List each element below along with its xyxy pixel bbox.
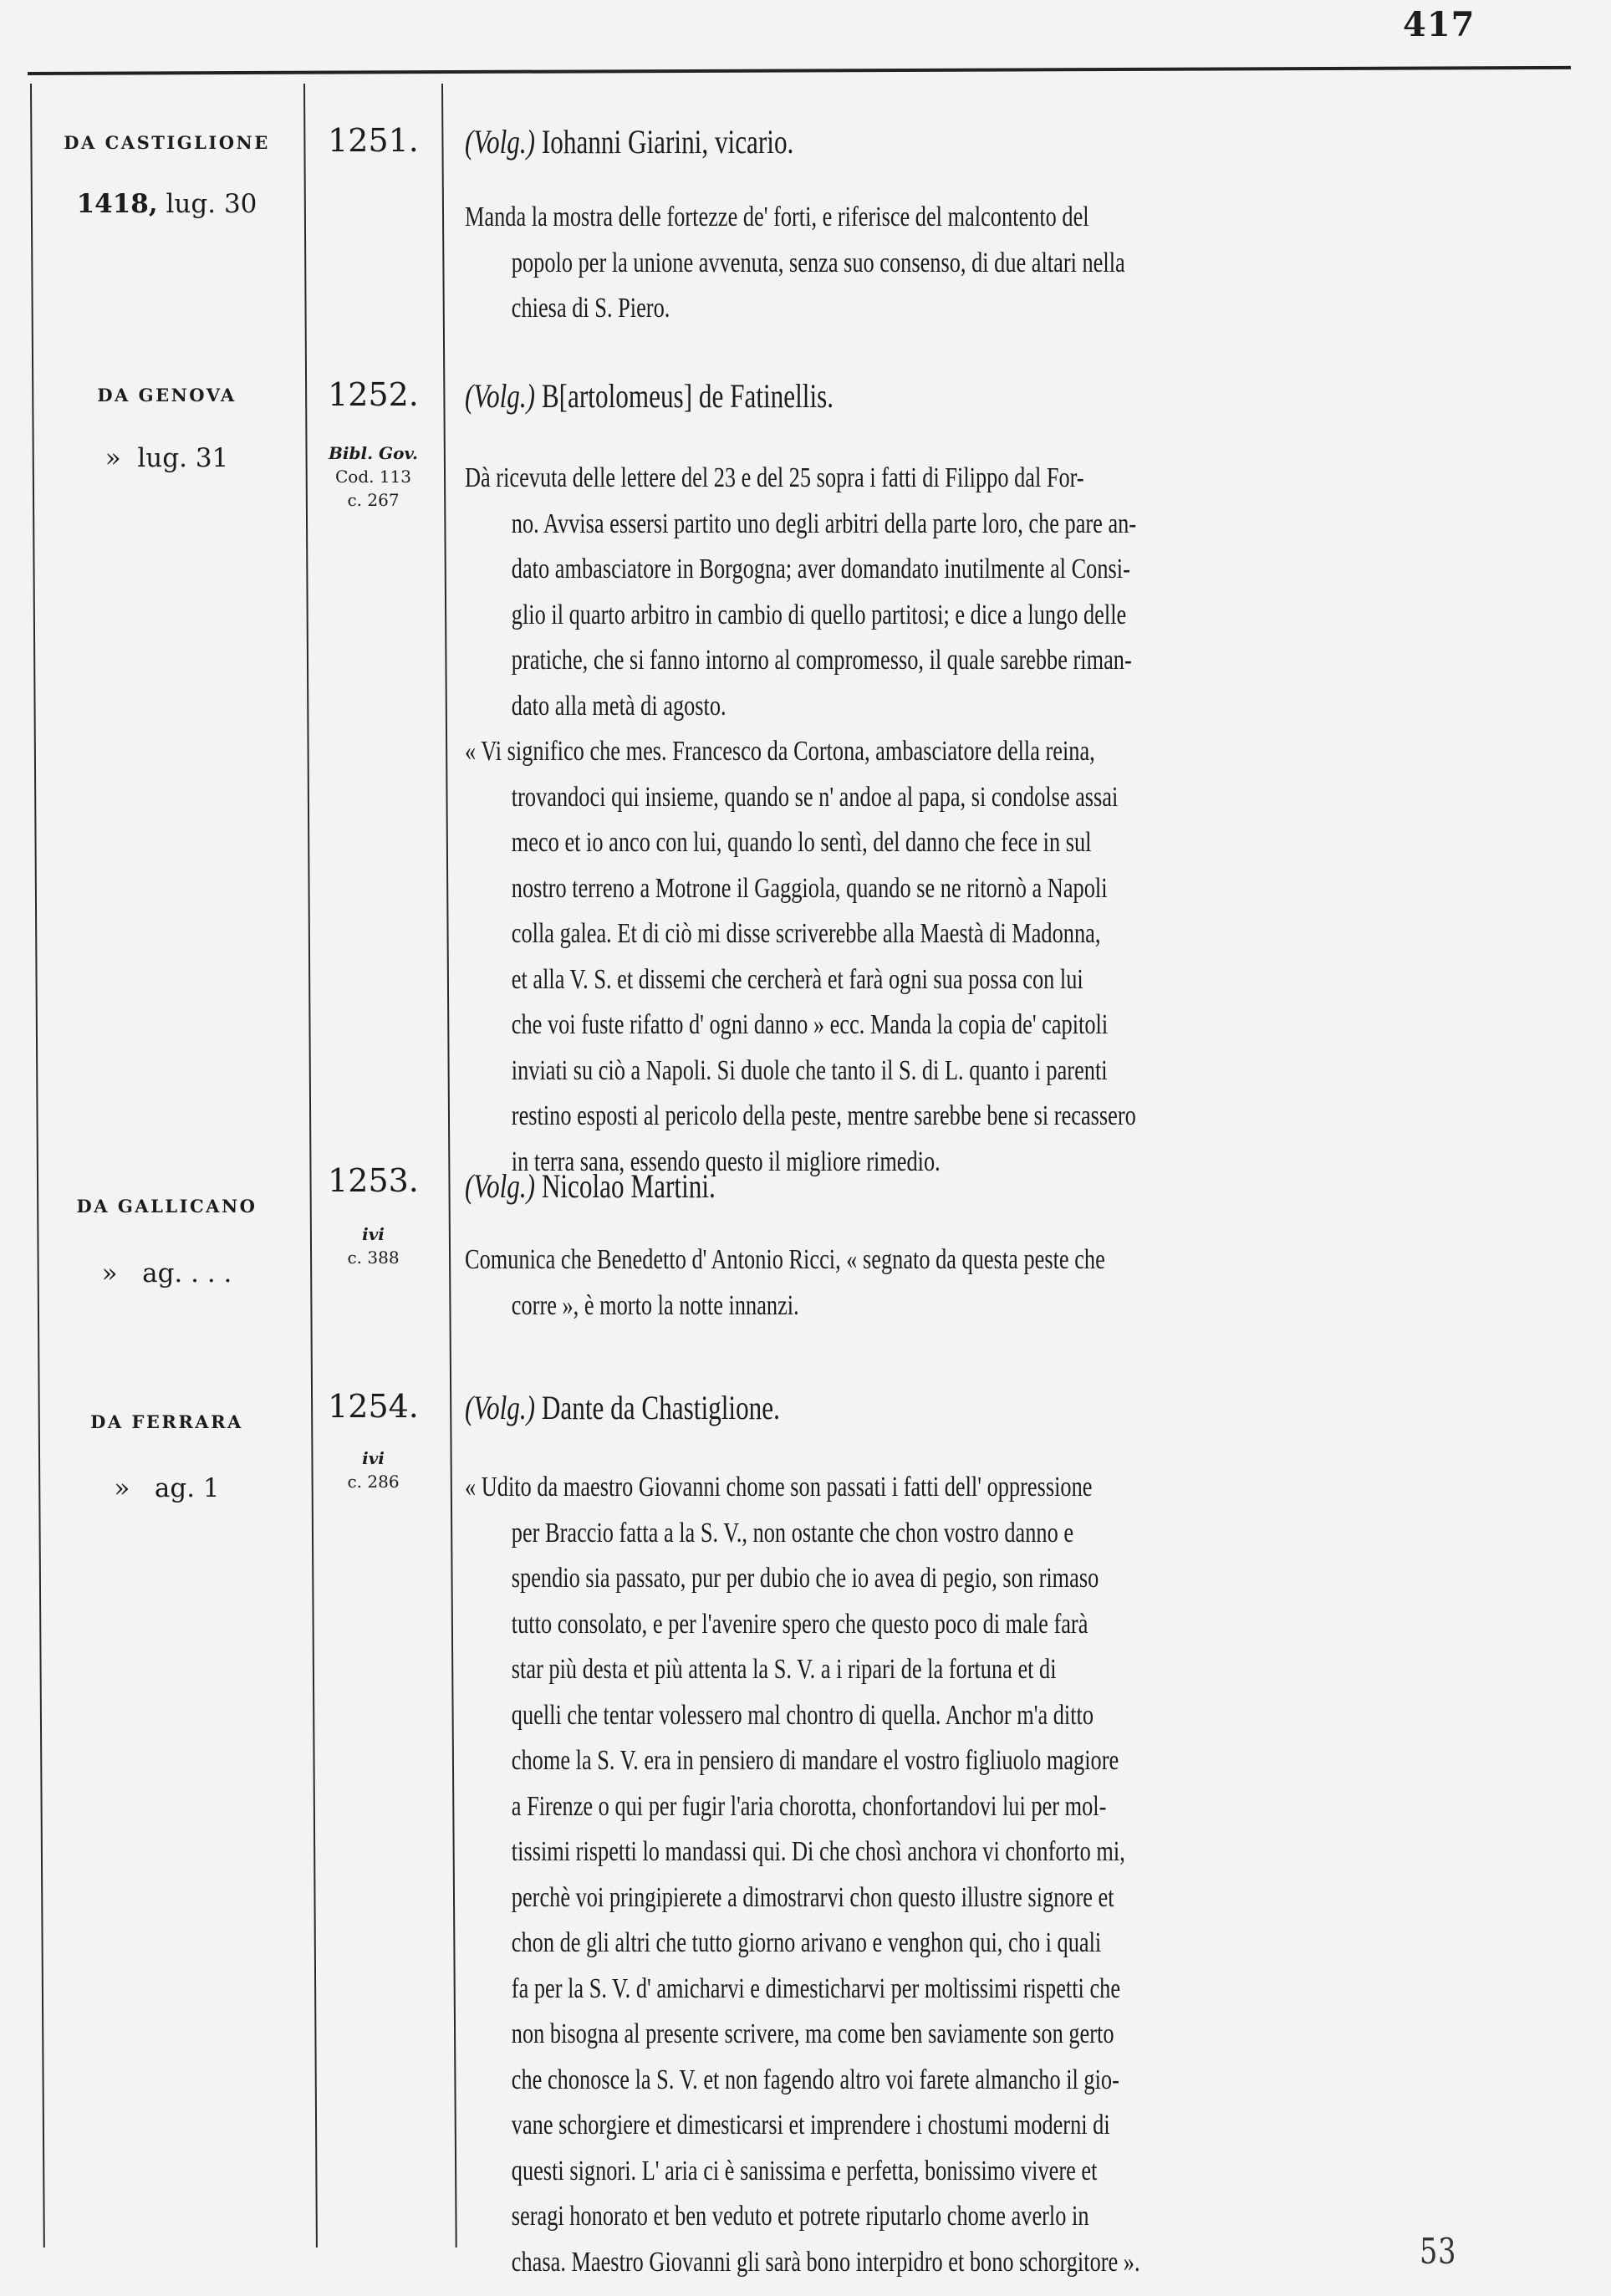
body-line: chon de gli altri che tutto giorno arivano e venghon qui, cho i quali	[511, 1927, 1102, 1958]
body-line: inviati su ciò a Napoli. Si duole che tanto il S. di L. quanto i parenti	[511, 1054, 1108, 1086]
body-line: restino esposti al pericolo della peste, mentre sarebbe bene si recassero	[511, 1100, 1136, 1131]
body-line: tutto consolato, e per l'avenire spero che questo poco di male farà	[511, 1608, 1088, 1640]
body-line: et alla V. S. et dissemi che cercherà et farà ogni sua possa con lui	[511, 963, 1083, 995]
body-line: colla galea. Et di ciò mi disse scriverebbe alla Maestà di Madonna,	[511, 918, 1101, 949]
entry-heading	[465, 1388, 780, 1427]
body-line: corre », è morto la notte innanzi.	[511, 1289, 799, 1321]
ditto-mark: »	[114, 1473, 130, 1503]
ditto-mark: »	[105, 443, 121, 473]
body-line: pratiche, che si fanno intorno al compromesso, il quale sarebbe riman-	[511, 645, 1132, 676]
body-line: vane schorgiere et dimesticarsi et imprendere i chostumi moderni di	[511, 2110, 1110, 2140]
body-line: fa per la S. V. d' amicharvi e dimesticharvi per moltissimi rispetti che	[511, 1972, 1121, 2004]
body-line: nostro terreno a Motrone il Gaggiola, quando se ne ritornò a Napoli	[511, 872, 1108, 904]
entry-date-day: ag. . . .	[142, 1258, 232, 1288]
body-line: spendio sia passato, pur per dubio che io avea di pegio, son rimaso	[511, 1563, 1099, 1594]
body-line: popolo per la unione avvenuta, senza suo consenso, di due altari nella	[511, 247, 1125, 278]
entry-date-day: lug. 31	[137, 443, 229, 473]
ditto-mark: »	[101, 1258, 118, 1288]
entry-heading	[465, 1166, 716, 1206]
body-line: « Udito da maestro Giovanni chome son passati i fatti dell' oppressione	[465, 1472, 1093, 1503]
body-line: dato alla metà di agosto.	[511, 690, 726, 722]
entry-heading-name: Dante da Chastiglione.	[541, 1389, 780, 1426]
source-ibidem: ivi	[362, 1448, 385, 1468]
body-line: perchè voi pringipierete a dimostrarvi chon questo illustre signore et	[511, 1881, 1114, 1913]
body-line: chome la S. V. era in pensiero di mandare el vostro figliuolo magiore	[511, 1745, 1119, 1776]
entry-heading	[465, 122, 793, 161]
entry-place: DA GENOVA	[97, 385, 237, 406]
column-divider-number-text	[441, 84, 457, 2248]
entry-heading-prefix: (Volg.)	[465, 377, 536, 415]
source-ibidem: ivi	[362, 1224, 385, 1244]
body-line: Dà ricevuta delle lettere del 23 e del 25 sopra i fatti di Filippo dal For-	[465, 462, 1084, 493]
entry-place: DA FERRARA	[90, 1411, 243, 1432]
entry-body	[465, 195, 1567, 332]
entry-heading-name: B[artolomeus] de Fatinellis.	[541, 377, 834, 415]
body-line: per Braccio fatta a la S. V., non ostante che chon vostro danno e	[511, 1517, 1074, 1549]
body-line: Manda la mostra delle fortezze de' forti, e riferisce del malcontento del	[465, 202, 1089, 232]
entry-number: 1252.	[328, 376, 419, 413]
entry-date-day: lug. 30	[166, 189, 257, 219]
body-line: dato ambasciatore in Borgogna; aver domandato inutilmente al Consi-	[511, 554, 1130, 584]
body-line: tissimi rispetti lo mandassi qui. Di che chosì anchora vi chonforto mi,	[511, 1836, 1125, 1867]
entry-date	[30, 189, 303, 219]
body-line: no. Avvisa essersi partito uno degli arbitri della parte loro, che pare an-	[511, 508, 1137, 539]
page-number-top: 417	[1403, 5, 1476, 44]
entry-heading-name: Nicolao Martini.	[541, 1167, 716, 1205]
entry-heading-prefix: (Volg.)	[465, 123, 536, 161]
entry-heading-prefix: (Volg.)	[465, 1389, 536, 1426]
body-line: meco et io anco con lui, quando lo sentì, del danno che fece in sul	[511, 827, 1092, 858]
source-codex: Cod. 113	[334, 467, 412, 487]
entry-date	[30, 1473, 303, 1503]
body-line: che chonosce la S. V. et non fagendo altro voi farete almancho il gio-	[511, 2064, 1119, 2095]
entry-date-day: ag. 1	[154, 1473, 220, 1503]
entry-source	[304, 1222, 442, 1269]
body-line: in terra sana, essendo questo il migliore rimedio.	[511, 1145, 941, 1177]
entry-date-year: 1418,	[76, 189, 158, 219]
source-folio: c. 267	[347, 490, 400, 510]
body-line: « Vi significo che mes. Francesco da Cortona, ambasciatore della reina,	[465, 736, 1095, 767]
source-library: Bibl. Gov.	[328, 443, 418, 463]
entry-heading-name: Iohanni Giarini, vicario.	[541, 123, 794, 161]
source-folio: c. 286	[347, 1472, 400, 1492]
entry-number: 1251.	[328, 122, 419, 159]
body-line: che voi fuste rifatto d' ogni danno » ecc. Manda la copia de' capitoli	[511, 1009, 1109, 1040]
body-line: star più desta et più attenta la S. V. a i ripari de la fortuna et di	[511, 1654, 1057, 1685]
entry-body	[465, 1465, 1567, 2285]
body-line: quelli che tentar volessero mal chontro di quella. Anchor m'a ditto	[511, 1699, 1094, 1731]
body-line: non bisogna al presente scrivere, ma come ben saviamente son gerto	[511, 2018, 1114, 2049]
header-rule	[28, 66, 1571, 75]
body-line: chiesa di S. Piero.	[511, 293, 670, 324]
body-line: chasa. Maestro Giovanni gli sarà bono interpidro et bono schorgitore ».	[511, 2246, 1140, 2278]
body-line: seragi honorato et ben veduto et potrete riputarlo chome averlo in	[511, 2201, 1089, 2232]
entry-number: 1254.	[328, 1388, 419, 1425]
body-line: a Firenze o qui per fugir l'aria chorotta, chonfortandovi lui per mol-	[511, 1790, 1107, 1822]
body-line: glio il quarto arbitro in cambio di quello partitosi; e dice a lungo delle	[511, 599, 1127, 630]
entry-body	[465, 456, 1567, 1185]
source-folio: c. 388	[347, 1247, 400, 1268]
body-line: trovandoci qui insieme, quando se n' andoe al papa, si condolse assai	[511, 781, 1119, 813]
entry-body	[465, 1237, 1567, 1329]
entry-place: DA GALLICANO	[76, 1196, 257, 1217]
body-line: questi signori. L' aria ci è sanissima e perfetta, bonissimo vivere et	[511, 2155, 1098, 2186]
entry-heading-prefix: (Volg.)	[465, 1167, 536, 1205]
page-number-bottom: 53	[1420, 2231, 1457, 2272]
entry-place: DA CASTIGLIONE	[64, 132, 270, 153]
entry-source	[304, 441, 442, 512]
entry-date	[30, 1258, 303, 1288]
entry-number: 1253.	[328, 1162, 419, 1199]
entry-date	[30, 443, 303, 473]
entry-heading	[465, 376, 834, 416]
body-line: Comunica che Benedetto d' Antonio Ricci, « segnato da questa peste che	[465, 1244, 1105, 1275]
entry-source	[304, 1446, 442, 1493]
table-border-left	[30, 84, 45, 2248]
